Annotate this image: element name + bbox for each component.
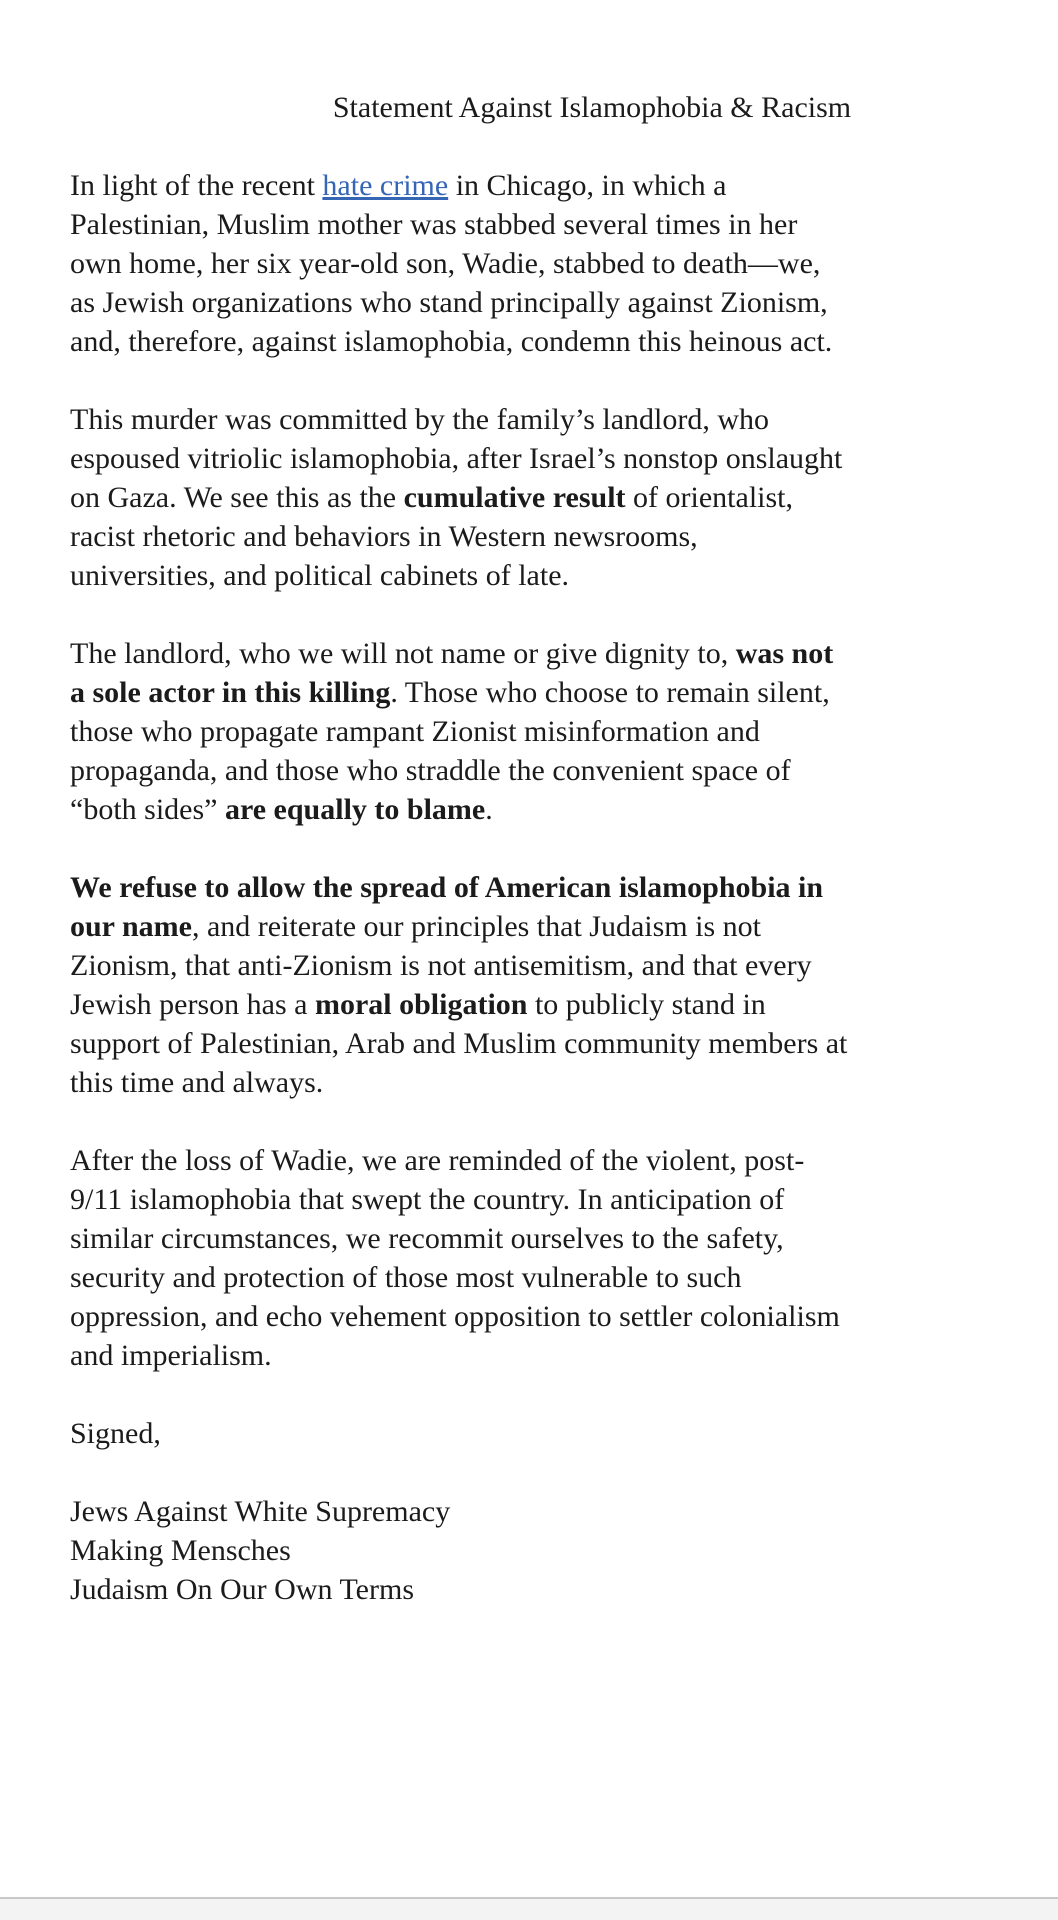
body-text: This murder was committed by the family’s landlord, who (70, 403, 770, 436)
body-text: oppression, and echo vehement opposition to settler colonialism (70, 1300, 840, 1333)
text-line (70, 907, 988, 946)
text-line (70, 478, 988, 517)
signatory-line: Making Mensches (70, 1534, 291, 1567)
body-text: After the loss of Wadie, we are reminded of the violent, post- (70, 1144, 805, 1177)
signatory-line: Judaism On Our Own Terms (70, 1573, 414, 1606)
text-line (70, 673, 988, 712)
text-line (70, 1336, 988, 1375)
text-line (70, 400, 988, 439)
paragraphs (70, 166, 988, 1375)
bold-text: moral obligation (314, 988, 528, 1021)
text-line (70, 1297, 988, 1336)
text-line (70, 166, 988, 205)
text-line (70, 517, 988, 556)
bold-text: are equally to blame (224, 793, 486, 826)
text-line (70, 1219, 988, 1258)
document-title: Statement Against Islamophobia & Racism (332, 91, 852, 124)
text-line (70, 1024, 988, 1063)
text-line (70, 322, 988, 361)
body-text: In light of the recent (70, 169, 323, 202)
bold-text: a sole actor in this killing (70, 676, 391, 709)
body-text: espoused vitriolic islamophobia, after Israel’s nonstop onslaught (70, 442, 843, 475)
body-text: “both sides” (70, 793, 225, 826)
text-line (70, 244, 988, 283)
body-text: on Gaza. We see this as the (70, 481, 404, 514)
bold-text: our name (70, 910, 192, 943)
text-line (70, 868, 988, 907)
body-text: similar circumstances, we recommit ourselves to the safety, (70, 1222, 784, 1255)
body-text: and, therefore, against islamophobia, condemn this heinous act. (70, 325, 833, 358)
text-line (70, 1141, 988, 1180)
signatory-line: Jews Against White Supremacy (70, 1495, 451, 1528)
text-line (70, 439, 988, 478)
body-text: racist rhetoric and behaviors in Western newsrooms, (70, 520, 698, 553)
paragraph (70, 634, 988, 829)
text-line (70, 634, 988, 673)
paragraph (70, 868, 988, 1102)
paragraph (70, 166, 988, 361)
text-line (70, 985, 988, 1024)
body-text: Palestinian, Muslim mother was stabbed several times in her (70, 208, 798, 241)
text-line (70, 712, 988, 751)
body-text: 9/11 islamophobia that swept the country. In anticipation of (70, 1183, 785, 1216)
body-text: security and protection of those most vulnerable to such (70, 1261, 742, 1294)
text-line (70, 946, 988, 985)
body-text: Zionism, that anti-Zionism is not antisemitism, and that every (70, 949, 812, 982)
closing-line: Signed, (70, 1417, 161, 1450)
body-text: universities, and political cabinets of late. (70, 559, 570, 592)
text-line (70, 1180, 988, 1219)
text-line (70, 283, 988, 322)
paragraph (70, 1141, 988, 1375)
text-line (70, 205, 988, 244)
body-text: of orientalist, (625, 481, 793, 514)
body-text: this time and always. (70, 1066, 324, 1099)
bold-text: cumulative result (403, 481, 626, 514)
body-text: . (485, 793, 493, 826)
signatories (70, 1492, 988, 1609)
body-text: those who propagate rampant Zionist misinformation and (70, 715, 760, 748)
body-text: , and reiterate our principles that Judaism is not (191, 910, 761, 943)
hate-crime-link[interactable]: hate crime (322, 169, 449, 202)
bottom-toolbar-edge (0, 1897, 1058, 1920)
bold-text: was not (735, 637, 834, 670)
text-line (70, 556, 988, 595)
text-line (70, 1258, 988, 1297)
text-line (70, 1063, 988, 1102)
body-text: in Chicago, in which a (448, 169, 727, 202)
body-text: support of Palestinian, Arab and Muslim community members at (70, 1027, 848, 1060)
body-text: Jewish person has a (70, 988, 315, 1021)
body-text: own home, her six year-old son, Wadie, stabbed to death—we, (70, 247, 821, 280)
text-line (70, 751, 988, 790)
body-text: to publicly stand in (527, 988, 766, 1021)
body-text: as Jewish organizations who stand principally against Zionism, (70, 286, 828, 319)
text-line (70, 790, 988, 829)
body-text: propaganda, and those who straddle the convenient space of (70, 754, 791, 787)
bold-text: We refuse to allow the spread of American islamophobia in (70, 871, 824, 904)
body-text: and imperialism. (70, 1339, 272, 1372)
body-text: . Those who choose to remain silent, (390, 676, 830, 709)
paragraph (70, 400, 988, 595)
body-text: The landlord, who we will not name or give dignity to, (70, 637, 736, 670)
